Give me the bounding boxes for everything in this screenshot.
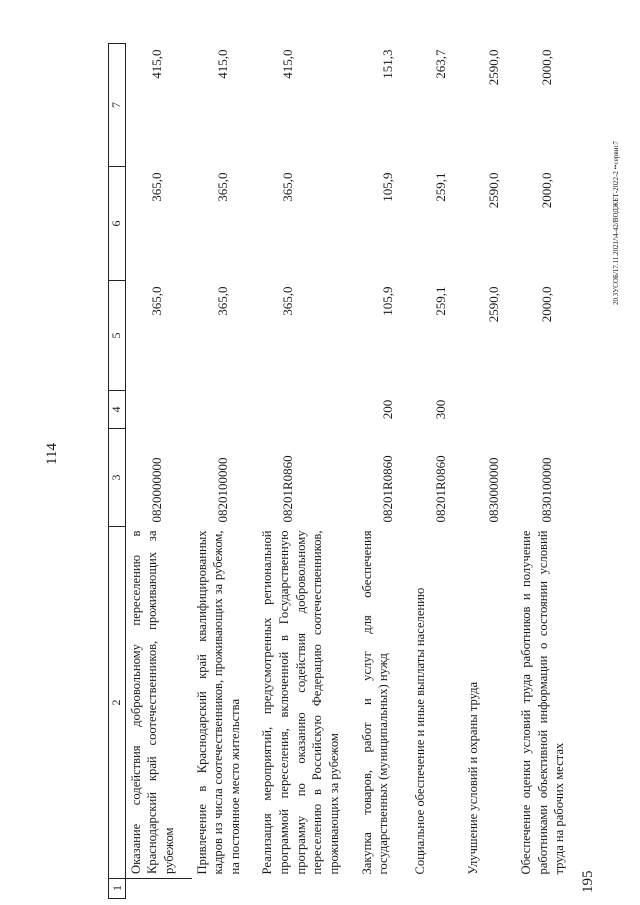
row-value-2023-cell: 259,1	[432, 172, 448, 202]
row-vr-cell	[463, 391, 516, 429]
table-header-row	[109, 44, 126, 879]
row-value-2022-cell: 2000,0	[539, 286, 554, 323]
col-header-3: 3	[109, 429, 126, 527]
row-value-2023-cell: 365,0	[214, 172, 230, 202]
row-name-cell: Улучшение условий и охраны труда	[465, 681, 480, 875]
row-value-2023-cell: 365,0	[148, 172, 164, 202]
row-value-2023-cell: 2000,0	[539, 172, 554, 209]
row-name-cell: Привлечение в Краснодарский край квалифицированных кадров из числа соотечественников, проживающих за рубежом, на постоянное место жительства	[194, 530, 242, 875]
row-name-cell: Обеспечение оценки условий труда работников и получение работниками объективной информации о состоянии условий труда на рабочих местах	[519, 530, 567, 875]
table-row	[192, 44, 258, 879]
row-code-cell: 08201R0860	[432, 455, 448, 523]
row-code-cell: 0830100000	[539, 457, 554, 523]
row-value-2023-cell: 105,9	[379, 172, 395, 202]
row-vr-cell: 300	[432, 399, 448, 420]
col-header-1: 1	[108, 878, 126, 899]
row-vr-cell: 200	[379, 399, 395, 420]
row-value-2022-cell: 259,1	[432, 286, 448, 316]
row-value-2023-cell: 2590,0	[485, 172, 501, 209]
row-value-2022-cell: 365,0	[214, 286, 230, 316]
table-row	[125, 44, 191, 879]
row-name-cell: Реализация мероприятий, предусмотренных региональной программой переселения, включенной в Государственную программу по оказанию содействия добровольному переселению в Российскую Федерацию соотечественников, проживающих за рубежом	[260, 530, 341, 875]
table-row	[463, 44, 516, 879]
row-value-2024-cell: 415,0	[214, 49, 230, 79]
row-name-cell: Оказание содействия добровольному переселению в Краснодарский край соотечественников, проживающих за рубежом	[125, 527, 191, 879]
table-row	[410, 44, 463, 879]
row-value-2022-cell: 365,0	[148, 286, 164, 316]
row-value-2024-cell: 415,0	[280, 49, 296, 79]
row-value-2024-cell: 415,0	[148, 49, 164, 79]
row-vr-cell	[125, 391, 191, 429]
row-code-cell: 0820100000	[214, 457, 230, 523]
col-header-5: 5	[109, 281, 126, 391]
sheet-number: 195	[580, 870, 596, 893]
col-header-6: 6	[109, 167, 126, 281]
row-value-2024-cell: 2590,0	[485, 49, 501, 86]
page-number: 114	[44, 443, 60, 465]
row-value-2024-cell: 151,3	[379, 49, 395, 79]
row-vr-cell	[257, 391, 356, 429]
row-code-cell: 0830000000	[485, 457, 501, 523]
row-value-2022-cell: 365,0	[280, 286, 296, 316]
row-value-2022-cell: 2590,0	[485, 286, 501, 323]
row-value-2024-cell: 2000,0	[539, 49, 554, 86]
table-row	[516, 44, 582, 879]
col-header-2: 2	[109, 527, 126, 879]
table-row	[257, 44, 356, 879]
row-value-2023-cell: 365,0	[280, 172, 296, 202]
col-header-4: 4	[109, 391, 126, 429]
row-code-cell: 0820000000	[148, 457, 164, 523]
table-body	[125, 44, 582, 879]
row-name-cell: Социальное обеспечение и иные выплаты населению	[412, 587, 427, 875]
row-code-cell: 08201R0860	[280, 455, 296, 523]
table-row	[357, 44, 410, 879]
row-code-cell: 08201R0860	[379, 455, 395, 523]
row-value-2024-cell: 263,7	[432, 49, 448, 79]
row-value-2022-cell: 105,9	[379, 286, 395, 316]
col-header-7: 7	[109, 44, 126, 167]
row-vr-cell	[192, 391, 258, 429]
row-name-cell: Закупка товаров, работ и услуг для обеспечения государственных (муниципальных) нужд	[359, 530, 391, 875]
budget-table	[108, 43, 582, 879]
document-stamp: 20.3УСОБ/17.11.2021/\4-42/ВОДЖЕТ-2022-2 ••сервис7	[612, 140, 620, 305]
row-vr-cell	[516, 391, 582, 429]
